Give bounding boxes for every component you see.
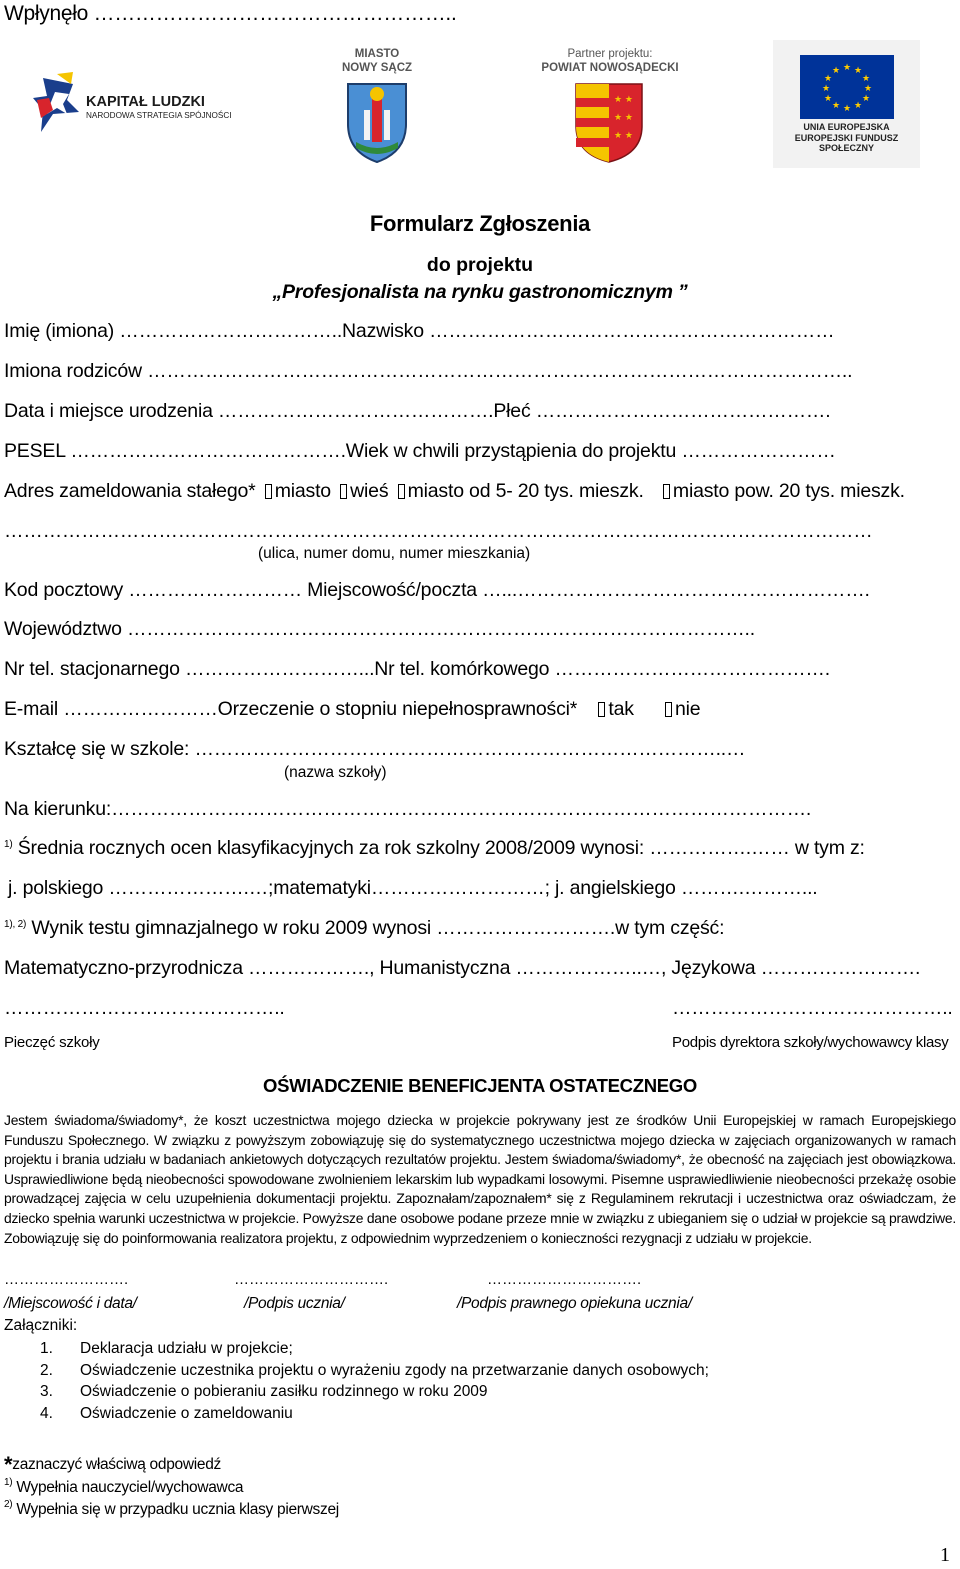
list-item: 3. Oświadczenie o pobieraniu zasiłku rodzinnego w roku 2009 (40, 1383, 488, 1401)
option-miasto-pow-20: miasto pow. 20 tys. mieszk. (672, 480, 905, 502)
svg-text:★: ★ (842, 104, 852, 114)
place-date-dots[interactable]: ……………………. (4, 1271, 129, 1288)
subjects-field[interactable]: j. polskiego ………………….…;matematyki………………………; j. angielskiego ……….………... (8, 877, 818, 899)
average-field: Średnia rocznych ocen klasyfikacyjnych za rok szkolny 2008/2009 wynosi: …………….…… w tym z: (17, 837, 865, 859)
guardian-sign-dots[interactable]: …………………………. (487, 1271, 642, 1288)
partner-label: Partner projektu: POWIAT NOWOSĄDECKI (541, 48, 679, 74)
miasto-label: MIASTO NOWY SĄCZ (341, 48, 413, 74)
declaration-text: Jestem świadoma/świadomy*, że koszt uczestnictwa mojego dziecka w projekcie pokrywany jest ze środków Unii Europejskiej w ramach Europejskiego Funduszu Społecznego. W związku z powyższym zobowiązuję się do systematycznego uczestnictwa mojego dziecka w zajęciach organizowanych w ramach projektu i brania udziału w badaniach ankietowych dotyczących rezultatów projektu. Jestem świadoma/świadomy*, że obecność na zajęciach jest obowiązkowa. Usprawiedliwione będą nieobecności spowodowane zwolnieniem lekarskim lub wypadkami losowymi. Pisemne usprawiedliwienie nieobecności przekażę osobie prowadzącej zajęcia w celu uzupełnienia dokumentacji projektu. Zapoznałam/zapoznałem* się z Regulaminem rekrutacji i uczestnictwa oraz oświadczam, że dziecko spełnia warunki uczestnictwa w projekcie. Powyższe dane osobowe podane przeze mnie w związku z ubieganiem się o udział w projekcie są prawdziwe. Zobowiązuję się do poinformowania realizatora projektu, z odpowiednim wyprzedzeniem o konieczności rezygnacji z udziału w projekcie. (4, 1112, 956, 1246)
average-footnote-mark: 1) (4, 839, 13, 850)
student-sign-label: /Podpis ucznia/ (244, 1295, 345, 1312)
email-disability-row (4, 698, 700, 721)
eu-logo (773, 40, 920, 168)
direction-field[interactable]: Na kierunku:………………………………………………………………………………………………. (4, 798, 812, 820)
received-line: Wpłynęło …………………………………………….. (4, 2, 457, 25)
svg-text:★: ★ (823, 74, 833, 84)
director-dots[interactable]: …………………………………….. (672, 997, 953, 1019)
svg-text:★: ★ (861, 74, 871, 84)
guardian-sign-label: /Podpis prawnego opiekuna ucznia/ (457, 1295, 692, 1312)
svg-text:★: ★ (863, 84, 873, 94)
option-miasto: miasto (274, 480, 331, 502)
option-tak: tak (608, 698, 634, 720)
stamp-label: Pieczęć szkoły (4, 1034, 100, 1051)
nowy-sacz-crest-icon (344, 80, 410, 164)
eu-flag-icon (800, 55, 894, 119)
page-number: 1 (940, 1544, 950, 1566)
name-field[interactable]: Imię (imiona) ……………………………..Nazwisko ……………………………………………………… (4, 320, 835, 342)
svg-text:★: ★ (853, 101, 863, 111)
kapital-ludzki-logo (33, 70, 232, 138)
list-item: 1. Deklaracja udziału w projekcie; (40, 1340, 293, 1357)
svg-text:★: ★ (842, 63, 852, 73)
checkbox-wies[interactable] (340, 484, 347, 499)
footnote-2: $^{2)}$ Wypełnia się w przypadku ucznia klasy pierwszej (4, 1499, 339, 1518)
stamp-dots[interactable]: …………………………………….. (4, 997, 285, 1019)
checkbox-miasto-pow-20[interactable] (663, 484, 670, 499)
option-wies: wieś (350, 480, 389, 502)
address-hint: (ulica, numer domu, numer mieszkania) (258, 545, 531, 562)
address-label: Adres zameldowania stałego* (4, 480, 256, 502)
project-name: „Profesjonalista na rynku gastronomicznym ” (272, 281, 688, 303)
eu-caption: UNIA EUROPEJSKA EUROPEJSKI FUNDUSZ SPOŁECZNY (794, 122, 899, 153)
exam-row[interactable] (4, 917, 724, 940)
student-sign-dots[interactable]: …………………………. (234, 1271, 389, 1288)
checkbox-miasto-5-20[interactable] (398, 484, 405, 499)
option-nie: nie (675, 698, 701, 720)
director-label: Podpis dyrektora szkoły/wychowawcy klasy (672, 1034, 949, 1051)
form-subtitle: do projektu (426, 254, 534, 276)
phones-field[interactable]: Nr tel. stacjonarnego ………………………...Nr tel. komórkowego ……………………………………. (4, 658, 830, 680)
svg-text:★: ★ (823, 94, 833, 104)
svg-text:★ ★: ★ ★ (614, 131, 633, 141)
kapital-ludzki-star-icon (33, 70, 85, 136)
svg-text:★ ★: ★ ★ (614, 95, 633, 105)
svg-text:★: ★ (861, 94, 871, 104)
exam-footnote-mark: 1), 2) (4, 919, 27, 930)
svg-text:★: ★ (831, 66, 841, 76)
email-field[interactable]: E-mail …………………… (4, 698, 218, 720)
place-date-label: /Miejscowość i data/ (4, 1295, 137, 1312)
school-hint: (nazwa szkoły) (284, 764, 387, 781)
exam-field: Wynik testu gimnazjalnego w roku 2009 wynosi ……………………….w tym część: (31, 917, 725, 939)
svg-text:★ ★: ★ ★ (614, 113, 633, 123)
attachments-list (40, 1338, 709, 1424)
kapital-ludzki-subtitle: NARODOWA STRATEGIA SPÓJNOŚCI (86, 111, 232, 120)
school-field[interactable]: Kształcę się w szkole: ………………………………………………………………………..… (4, 738, 746, 760)
footnote-star: *zaznaczyć właściwą odpowiedź (4, 1452, 221, 1477)
svg-text:★: ★ (853, 66, 863, 76)
birth-field[interactable]: Data i miejsce urodzenia …………………………………….Płeć ………………………………………. (4, 400, 831, 422)
kapital-ludzki-title: KAPITAŁ LUDZKI (86, 94, 205, 110)
attachments-label: Załączniki: (4, 1317, 78, 1334)
list-item: 2. Oświadczenie uczestnika projektu o wyrażeniu zgody na przetwarzanie danych osobowych; (40, 1361, 709, 1379)
form-title: Formularz Zgłoszenia (369, 211, 591, 236)
exam-parts-field[interactable]: Matematyczno-przyrodnicza ………………., Humanistyczna ………………..…, Językowa ……………………. (4, 957, 921, 979)
checkbox-nie[interactable] (665, 702, 672, 717)
postal-field[interactable]: Kod pocztowy ……………………… Miejscowość/poczta …...………………………………………………. (4, 579, 870, 601)
pesel-field[interactable]: PESEL …………………………………….Wiek w chwili przystąpienia do projektu …………………… (4, 440, 836, 462)
disability-label: Orzeczenie o stopniu niepełnosprawności* (217, 698, 578, 720)
average-row[interactable] (4, 837, 865, 860)
parents-field[interactable]: Imiona rodziców ……………………………………………………………………………………………….. (4, 360, 853, 382)
option-miasto-5-20: miasto od 5- 20 tys. mieszk. (407, 480, 644, 502)
svg-text:★: ★ (821, 84, 831, 94)
checkbox-tak[interactable] (598, 702, 605, 717)
svg-text:★: ★ (831, 101, 841, 111)
footnote-1: $^{1)}$ Wypełnia nauczyciel/wychowawca (4, 1477, 244, 1496)
powiat-crest-icon (574, 82, 644, 164)
address-type-row (4, 480, 905, 503)
voivodeship-field[interactable]: Województwo …………………………………………………………………………………….. (4, 618, 755, 640)
address-field[interactable]: ……………………………………………………………………………………………………………………… (4, 520, 873, 542)
list-item: 4. Oświadczenie o zameldowaniu (40, 1404, 293, 1422)
checkbox-miasto[interactable] (265, 484, 272, 499)
declaration-title: OŚWIADCZENIE BENEFICJENTA OSTATECZNEGO (263, 1075, 697, 1096)
